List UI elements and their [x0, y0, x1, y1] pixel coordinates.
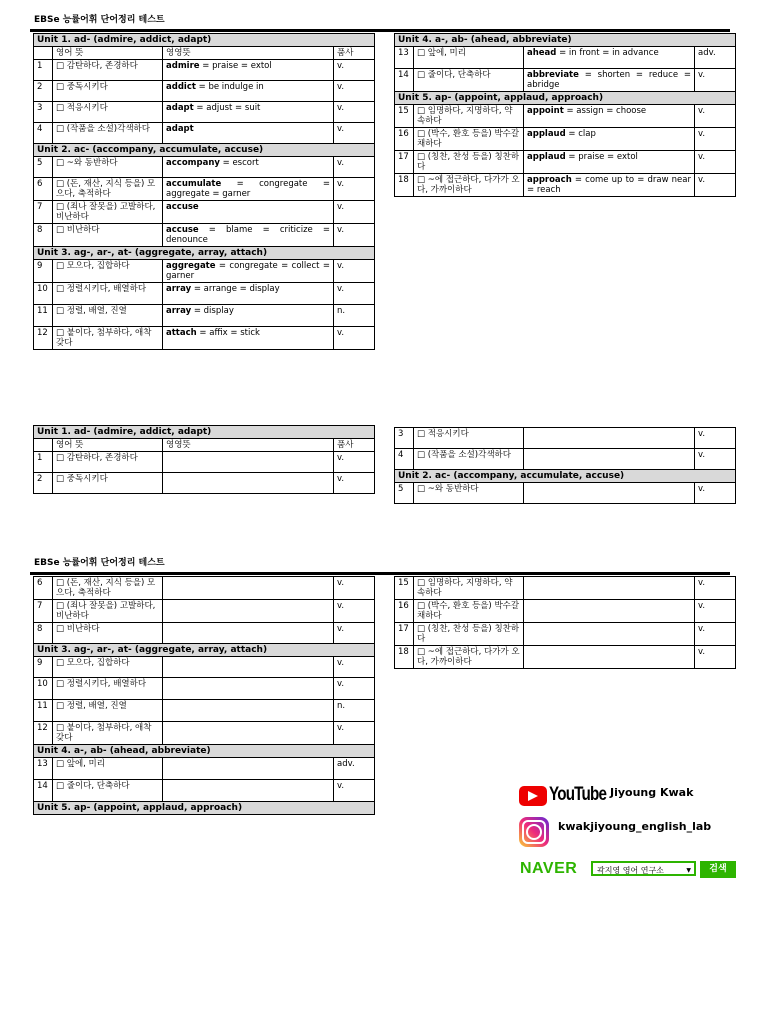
vocab-row	[395, 105, 736, 128]
vocab-row	[395, 69, 736, 92]
synonyms: = congregate = collect = garner	[166, 261, 330, 281]
synonyms: = come up to = draw near = reach	[527, 175, 691, 195]
korean-meaning: □ (칭찬, 찬성 등을) 칭찬하다	[414, 151, 524, 174]
part-of-speech: v.	[695, 623, 736, 646]
synonyms: = escort	[219, 158, 259, 168]
part-of-speech: v.	[695, 449, 736, 470]
row-number: 6	[34, 577, 53, 600]
part-of-speech: v.	[334, 283, 375, 305]
test-row	[395, 428, 736, 449]
headword: accuse	[166, 202, 199, 212]
vocab-row	[34, 81, 375, 102]
vocab-row	[34, 201, 375, 224]
test-table-unit-5	[394, 576, 736, 669]
answer-blank	[524, 646, 695, 669]
row-number: 18	[395, 646, 414, 669]
korean-meaning: □ 정렬, 배열, 진열	[53, 700, 163, 722]
headword: aggregate	[166, 261, 216, 271]
header-pos: 품사	[334, 47, 375, 60]
test-row	[34, 780, 375, 802]
unit-title: Unit 3. ag-, ar-, at- (aggregate, array, attach)	[34, 247, 375, 260]
answer-blank	[163, 780, 334, 802]
korean-meaning: □ (죄나 잘못을) 고발하다, 비난하다	[53, 600, 163, 623]
english-definition	[524, 151, 695, 174]
part-of-speech: v.	[334, 452, 375, 473]
headword: applaud	[527, 152, 566, 162]
korean-meaning: □ 붙이다, 첨부하다, 애착 갖다	[53, 722, 163, 745]
row-number: 7	[34, 201, 53, 224]
unit-header-row	[395, 34, 736, 47]
instagram-camera-icon	[519, 817, 549, 847]
part-of-speech: v.	[695, 69, 736, 92]
row-number: 16	[395, 600, 414, 623]
english-definition	[163, 201, 334, 224]
english-definition	[163, 260, 334, 283]
korean-meaning: □ ~와 동반하다	[53, 157, 163, 178]
korean-meaning: □ 임명하다, 지명하다, 약속하다	[414, 105, 524, 128]
part-of-speech: v.	[334, 678, 375, 700]
answer-blank	[163, 722, 334, 745]
korean-meaning: □ 정렬, 배열, 진열	[53, 305, 163, 327]
naver-search-input[interactable]	[591, 861, 696, 876]
synonyms: = be indulge in	[195, 82, 264, 92]
synonyms: = clap	[565, 129, 596, 139]
title-rule	[30, 29, 730, 32]
part-of-speech: v.	[695, 128, 736, 151]
english-definition	[163, 157, 334, 178]
row-number: 13	[34, 758, 53, 780]
naver-search-button[interactable]: 검색	[700, 861, 736, 878]
part-of-speech: v.	[334, 623, 375, 644]
header-meaning: 영어 뜻	[53, 439, 163, 452]
english-definition	[524, 47, 695, 69]
korean-meaning: □ 줄이다, 단축하다	[414, 69, 524, 92]
unit-header-row	[34, 247, 375, 260]
part-of-speech: v.	[695, 105, 736, 128]
answer-blank	[524, 623, 695, 646]
english-definition	[524, 128, 695, 151]
korean-meaning: □ 중독시키다	[53, 81, 163, 102]
unit-header-row	[34, 745, 375, 758]
korean-meaning: □ 앞에, 미리	[53, 758, 163, 780]
unit-title: Unit 3. ag-, ar-, at- (aggregate, array, attach)	[34, 644, 375, 657]
part-of-speech: v.	[695, 428, 736, 449]
test-row	[34, 758, 375, 780]
english-definition	[524, 174, 695, 197]
english-definition	[163, 327, 334, 350]
unit-title: Unit 5. ap- (appoint, applaud, approach)	[395, 92, 736, 105]
row-number: 4	[34, 123, 53, 144]
headword: accompany	[166, 158, 220, 168]
answer-blank	[163, 700, 334, 722]
unit-header-row	[34, 644, 375, 657]
korean-meaning: □ ~에 접근하다, 다가가 오다, 가까이하다	[414, 646, 524, 669]
korean-meaning: □ ~에 접근하다, 다가가 오다, 가까이하다	[414, 174, 524, 197]
row-number: 10	[34, 678, 53, 700]
answer-blank	[163, 623, 334, 644]
test-row	[34, 678, 375, 700]
synonyms: = shorten = reduce = abridge	[527, 70, 691, 90]
unit-title: Unit 4. a-, ab- (ahead, abbreviate)	[395, 34, 736, 47]
header-number	[34, 439, 53, 452]
vocab-table-units-1-3	[33, 33, 375, 350]
english-definition	[163, 81, 334, 102]
part-of-speech: v.	[334, 81, 375, 102]
row-number: 17	[395, 151, 414, 174]
headword: attach	[166, 328, 197, 338]
korean-meaning: □ (작품을 소설)각색하다	[53, 123, 163, 144]
row-number: 5	[395, 483, 414, 504]
unit-title: Unit 1. ad- (admire, addict, adapt)	[34, 34, 375, 47]
unit-title: Unit 2. ac- (accompany, accumulate, accuse)	[395, 470, 736, 483]
english-definition	[163, 60, 334, 81]
synonyms: = assign = choose	[563, 106, 647, 116]
headword: abbreviate	[527, 70, 579, 80]
korean-meaning: □ (작품을 소설)각색하다	[414, 449, 524, 470]
page-title: EBSe 능률어휘 단어정리 테스트	[34, 15, 165, 25]
korean-meaning: □ 정렬시키다, 배열하다	[53, 678, 163, 700]
row-number: 15	[395, 577, 414, 600]
answer-blank	[163, 600, 334, 623]
synonyms: = congregate = aggregate = garner	[166, 179, 330, 199]
test-row	[34, 600, 375, 623]
part-of-speech: v.	[334, 600, 375, 623]
synonyms: = blame = criticize = denounce	[166, 225, 330, 245]
row-number: 7	[34, 600, 53, 623]
test-row	[395, 600, 736, 623]
answer-blank	[524, 428, 695, 449]
answer-blank	[524, 600, 695, 623]
test-row	[34, 657, 375, 678]
part-of-speech: v.	[334, 224, 375, 247]
english-definition	[163, 178, 334, 201]
vocab-row	[34, 123, 375, 144]
row-number: 12	[34, 327, 53, 350]
part-of-speech: v.	[695, 174, 736, 197]
part-of-speech: v.	[334, 657, 375, 678]
korean-meaning: □ 임명하다, 지명하다, 약속하다	[414, 577, 524, 600]
row-number: 17	[395, 623, 414, 646]
row-number: 1	[34, 452, 53, 473]
part-of-speech: n.	[334, 700, 375, 722]
unit-title: Unit 1. ad- (admire, addict, adapt)	[34, 426, 375, 439]
korean-meaning: □ 적응시키다	[53, 102, 163, 123]
youtube-wordmark: YouTube	[549, 784, 607, 805]
part-of-speech: v.	[334, 178, 375, 201]
part-of-speech: v.	[695, 483, 736, 504]
korean-meaning: □ 줄이다, 단축하다	[53, 780, 163, 802]
vocab-row	[34, 178, 375, 201]
headword: appoint	[527, 106, 564, 116]
row-number: 9	[34, 657, 53, 678]
headword: adapt	[166, 124, 194, 134]
headword: approach	[527, 175, 572, 185]
headword: accuse	[166, 225, 199, 235]
row-number: 1	[34, 60, 53, 81]
headword: applaud	[527, 129, 566, 139]
row-number: 13	[395, 47, 414, 69]
korean-meaning: □ (죄나 잘못을) 고발하다, 비난하다	[53, 201, 163, 224]
row-number: 11	[34, 305, 53, 327]
row-number: 2	[34, 81, 53, 102]
header-pos: 품사	[334, 439, 375, 452]
part-of-speech: adv.	[695, 47, 736, 69]
test-row	[34, 452, 375, 473]
answer-blank	[524, 483, 695, 504]
korean-meaning: □ 모으다, 집합하다	[53, 260, 163, 283]
unit-title: Unit 2. ac- (accompany, accumulate, accuse)	[34, 144, 375, 157]
row-number: 5	[34, 157, 53, 178]
column-header-row	[34, 439, 375, 452]
unit-title: Unit 4. a-, ab- (ahead, abbreviate)	[34, 745, 375, 758]
part-of-speech: v.	[695, 577, 736, 600]
chevron-down-icon: ▼	[686, 867, 691, 874]
answer-blank	[163, 473, 334, 494]
row-number: 6	[34, 178, 53, 201]
headword: array	[166, 306, 192, 316]
korean-meaning: □ 적응시키다	[414, 428, 524, 449]
unit-title: Unit 5. ap- (appoint, applaud, approach)	[34, 802, 375, 815]
headword: ahead	[527, 48, 557, 58]
answer-blank	[524, 449, 695, 470]
row-number: 18	[395, 174, 414, 197]
korean-meaning: □ 앞에, 미리	[414, 47, 524, 69]
vocab-row	[34, 283, 375, 305]
vocab-row	[34, 327, 375, 350]
korean-meaning: □ (칭찬, 찬성 등을) 칭찬하다	[414, 623, 524, 646]
test-row	[395, 646, 736, 669]
unit-header-row	[34, 34, 375, 47]
row-number: 4	[395, 449, 414, 470]
test-row	[34, 577, 375, 600]
part-of-speech: v.	[334, 577, 375, 600]
title-rule-2	[30, 572, 730, 575]
english-definition	[163, 123, 334, 144]
part-of-speech: v.	[334, 60, 375, 81]
korean-meaning: □ 모으다, 집합하다	[53, 657, 163, 678]
test-row	[34, 700, 375, 722]
part-of-speech: v.	[334, 722, 375, 745]
test-row	[34, 722, 375, 745]
naver-logo: NAVER	[520, 860, 578, 877]
vocab-row	[34, 157, 375, 178]
instagram-handle: kwakjiyoung_english_lab	[558, 820, 712, 833]
test-row	[395, 449, 736, 470]
part-of-speech: v.	[334, 780, 375, 802]
row-number: 16	[395, 128, 414, 151]
korean-meaning: □ ~와 동반하다	[414, 483, 524, 504]
test-row	[34, 623, 375, 644]
korean-meaning: □ 정렬시키다, 배열하다	[53, 283, 163, 305]
english-definition	[163, 305, 334, 327]
english-definition	[524, 69, 695, 92]
korean-meaning: □ 감탄하다, 존경하다	[53, 60, 163, 81]
answer-blank	[163, 577, 334, 600]
vocab-row	[34, 305, 375, 327]
test-row	[34, 473, 375, 494]
row-number: 14	[34, 780, 53, 802]
row-number: 3	[34, 102, 53, 123]
test-row	[395, 577, 736, 600]
part-of-speech: v.	[334, 123, 375, 144]
part-of-speech: v.	[695, 600, 736, 623]
part-of-speech: v.	[334, 327, 375, 350]
part-of-speech: v.	[334, 473, 375, 494]
english-definition	[163, 224, 334, 247]
synonyms: = praise = extol	[565, 152, 638, 162]
vocab-row	[395, 47, 736, 69]
unit-header-row	[395, 470, 736, 483]
vocab-row	[34, 260, 375, 283]
test-row	[395, 623, 736, 646]
unit-header-row	[34, 426, 375, 439]
part-of-speech: v.	[695, 646, 736, 669]
synonyms: = adjust = suit	[193, 103, 261, 113]
korean-meaning: □ (박수, 환호 등을) 박수갈채하다	[414, 600, 524, 623]
vocab-row	[395, 128, 736, 151]
row-number: 15	[395, 105, 414, 128]
english-definition	[524, 105, 695, 128]
korean-meaning: □ 감탄하다, 존경하다	[53, 452, 163, 473]
row-number: 11	[34, 700, 53, 722]
headword: addict	[166, 82, 196, 92]
page-title-2: EBSe 능률어휘 단어정리 테스트	[34, 558, 165, 568]
answer-blank	[524, 577, 695, 600]
vocab-row	[395, 174, 736, 197]
headword: accumulate	[166, 179, 222, 189]
answer-blank	[163, 452, 334, 473]
youtube-play-icon	[519, 786, 547, 806]
headword: array	[166, 284, 192, 294]
answer-blank	[163, 678, 334, 700]
row-number: 12	[34, 722, 53, 745]
part-of-speech: v.	[334, 102, 375, 123]
row-number: 10	[34, 283, 53, 305]
row-number: 9	[34, 260, 53, 283]
part-of-speech: v.	[334, 201, 375, 224]
unit-header-row	[395, 92, 736, 105]
test-table-unit-1-2	[394, 427, 736, 504]
test-row	[395, 483, 736, 504]
row-number: 8	[34, 623, 53, 644]
korean-meaning: □ 비난하다	[53, 623, 163, 644]
korean-meaning: □ 붙이다, 첨부하다, 애착 갖다	[53, 327, 163, 350]
column-header-row	[34, 47, 375, 60]
vocab-row	[34, 60, 375, 81]
korean-meaning: □ (돈, 재산, 지식 등을) 모으다, 축적하다	[53, 577, 163, 600]
synonyms: = arrange = display	[191, 284, 280, 294]
row-number: 8	[34, 224, 53, 247]
vocab-row	[34, 224, 375, 247]
headword: admire	[166, 61, 200, 71]
part-of-speech: v.	[334, 157, 375, 178]
answer-blank	[163, 657, 334, 678]
header-meaning: 영어 뜻	[53, 47, 163, 60]
part-of-speech: adv.	[334, 758, 375, 780]
header-definition: 영영뜻	[163, 47, 334, 60]
korean-meaning: □ 중독시키다	[53, 473, 163, 494]
header-number	[34, 47, 53, 60]
test-table-unit-1	[33, 425, 375, 494]
korean-meaning: □ 비난하다	[53, 224, 163, 247]
synonyms: = affix = stick	[196, 328, 260, 338]
korean-meaning: □ (박수, 환호 등을) 박수갈채하다	[414, 128, 524, 151]
vocab-table-units-4-5	[394, 33, 736, 197]
row-number: 2	[34, 473, 53, 494]
korean-meaning: □ (돈, 재산, 지식 등을) 모으다, 축적하다	[53, 178, 163, 201]
synonyms: = praise = extol	[199, 61, 272, 71]
vocab-row	[395, 151, 736, 174]
part-of-speech: v.	[695, 151, 736, 174]
answer-blank	[163, 758, 334, 780]
unit-header-row	[34, 144, 375, 157]
english-definition	[163, 283, 334, 305]
youtube-channel-name: Jiyoung Kwak	[610, 786, 694, 799]
vocab-row	[34, 102, 375, 123]
english-definition	[163, 102, 334, 123]
part-of-speech: v.	[334, 260, 375, 283]
naver-search-query: 곽지영 영어 연구소	[597, 866, 664, 875]
unit-header-row	[34, 802, 375, 815]
synonyms: = in front = in advance	[556, 48, 659, 58]
headword: adapt	[166, 103, 194, 113]
header-definition: 영영뜻	[163, 439, 334, 452]
part-of-speech: n.	[334, 305, 375, 327]
synonyms: = display	[191, 306, 234, 316]
row-number: 3	[395, 428, 414, 449]
test-table-units-2-5	[33, 576, 375, 815]
row-number: 14	[395, 69, 414, 92]
